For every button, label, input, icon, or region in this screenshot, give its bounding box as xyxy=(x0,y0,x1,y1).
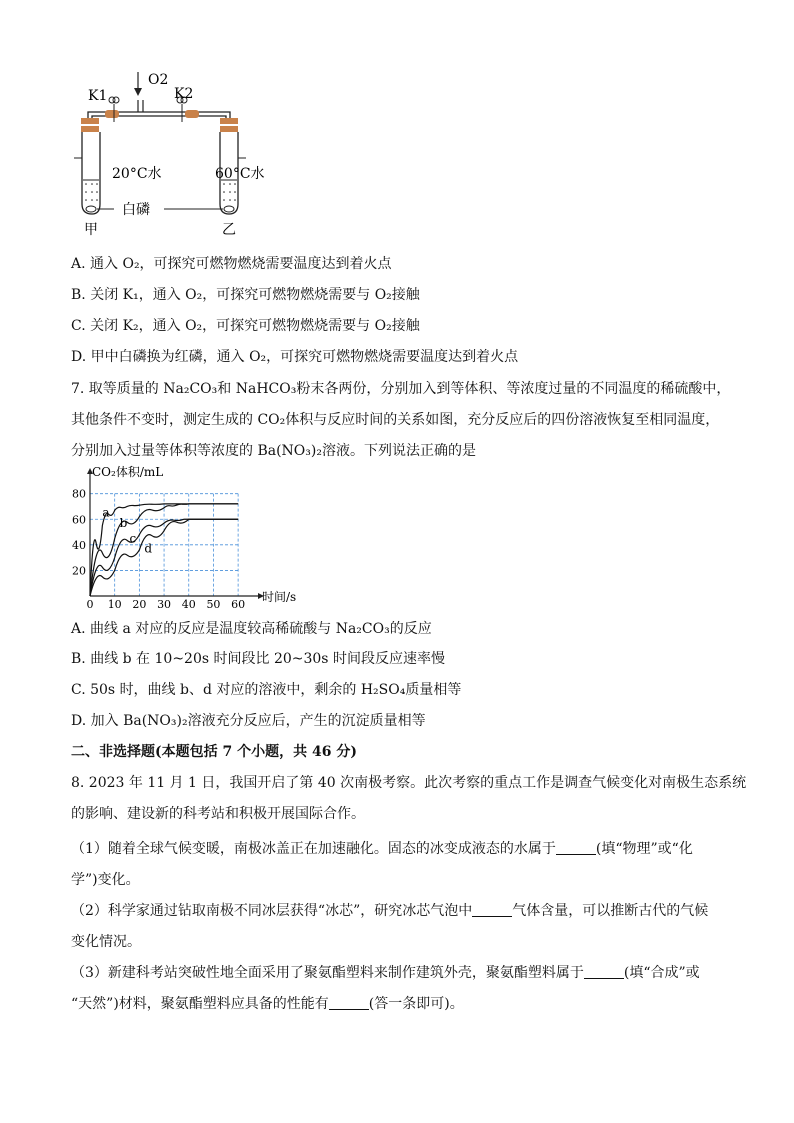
q6-option-a: A. 通入 O₂，可探究可燃物燃烧需要温度达到着火点 xyxy=(71,256,392,272)
q8-2-text-c: 变化情况。 xyxy=(71,934,141,950)
x-tick-label: 0 xyxy=(86,598,94,611)
series-label-b: b xyxy=(119,515,128,530)
q7-stem-line-3: 分别加入过量等体积等浓度的 Ba(NO₃)₂溶液。下列说法正确的是 xyxy=(71,443,476,459)
q8-intro-line-1: 8. 2023 年 11 月 1 日，我国开启了第 40 次南极考察。此次考察的重点工作是调查气候变化对南极生态系统 xyxy=(71,775,747,791)
k2-label: K2 xyxy=(174,86,194,102)
right-tube-label: 乙 xyxy=(222,222,236,238)
q8-1-text-c: 学”)变化。 xyxy=(71,872,140,888)
q8-part-3-line-1 xyxy=(71,963,700,983)
section-2-heading: 二、非选择题(本题包括 7 个小题，共 46 分) xyxy=(71,744,357,760)
chart-axes xyxy=(87,468,264,599)
x-tick-label: 60 xyxy=(231,598,246,611)
series-label-a: a xyxy=(102,505,110,520)
q8-3-text-a: （3）新建科考站突破性地全面采用了聚氨酯塑料来制作建筑外壳，聚氨酯塑料属于 xyxy=(71,965,584,981)
series-label-d: d xyxy=(144,541,152,556)
co2-volume-chart xyxy=(68,464,308,612)
q8-3-text-d: (答一条即可)。 xyxy=(368,996,464,1012)
q8-2-text-b: 气体含量，可以推断古代的气候 xyxy=(512,903,709,919)
q6-option-b: B. 关闭 K₁，通入 O₂，可探究可燃物燃烧需要与 O₂接触 xyxy=(71,287,420,303)
q8-intro-line-2: 的影响、建设新的科考站和积极开展国际合作。 xyxy=(71,806,365,822)
chart-y-axis-label: CO₂体积/mL xyxy=(92,465,164,479)
chart-x-axis-label: 时间/s xyxy=(262,590,297,604)
answer-blank[interactable] xyxy=(584,964,624,979)
q7-stem-line-2: 其他条件不变时，测定生成的 CO₂体积与反应时间的关系如图，充分反应后的四份溶液恢复至相同温度， xyxy=(71,412,720,428)
x-tick-label: 10 xyxy=(107,598,122,611)
answer-blank[interactable] xyxy=(329,995,369,1010)
q6-option-c: C. 关闭 K₂，通入 O₂，可探究可燃物燃烧需要与 O₂接触 xyxy=(71,318,420,334)
q8-part-3-line-2 xyxy=(71,994,464,1014)
x-tick-label: 40 xyxy=(181,598,196,611)
q7-stem-line-1: 7. 取等质量的 Na₂CO₃和 NaHCO₃粉末各两份，分别加入到等体积、等浓度过量的不同温度的稀硫酸中， xyxy=(71,381,731,397)
x-tick-label: 20 xyxy=(132,598,147,611)
left-tube-label: 甲 xyxy=(84,222,98,238)
x-tick-label: 50 xyxy=(206,598,221,611)
y-tick-label: 60 xyxy=(72,513,86,527)
q8-3-text-b: (填“合成”或 xyxy=(623,965,700,981)
y-tick-label: 20 xyxy=(72,564,86,578)
q8-3-text-c: “天然”)材料，聚氨酯塑料应具备的性能有 xyxy=(71,996,329,1012)
q8-1-text-b: (填“物理”或“化 xyxy=(595,841,693,857)
q7-option-b: B. 曲线 b 在 10~20s 时间段比 20~30s 时间段反应速率慢 xyxy=(71,651,445,667)
right-water-label: 60°C水 xyxy=(215,166,265,182)
series-label-c: c xyxy=(129,531,137,546)
answer-blank[interactable] xyxy=(556,840,596,855)
y-tick-label: 80 xyxy=(72,487,86,501)
q8-part-2-line-1 xyxy=(71,901,708,921)
q8-part-1-line-1 xyxy=(71,839,693,859)
q8-2-text-a: （2）科学家通过钻取南极不同冰层获得“冰芯”，研究冰芯气泡中 xyxy=(71,903,473,919)
phosphorus-label: 白磷 xyxy=(122,202,150,218)
q7-option-c: C. 50s 时，曲线 b、d 对应的溶液中，剩余的 H₂SO₄质量相等 xyxy=(71,682,462,698)
y-tick-label: 40 xyxy=(72,538,86,552)
q8-1-text-a: （1）随着全球气候变暖，南极冰盖正在加速融化。固态的冰变成液态的水属于 xyxy=(71,841,556,857)
combustion-apparatus-diagram xyxy=(68,66,298,244)
o2-label: O2 xyxy=(148,72,169,88)
q7-option-a: A. 曲线 a 对应的反应是温度较高稀硫酸与 Na₂CO₃的反应 xyxy=(71,621,432,637)
chart-grid xyxy=(90,494,238,596)
x-tick-label: 30 xyxy=(157,598,172,611)
q6-option-d: D. 甲中白磷换为红磷，通入 O₂，可探究可燃物燃烧需要温度达到着火点 xyxy=(71,349,519,365)
q7-option-d: D. 加入 Ba(NO₃)₂溶液充分反应后，产生的沉淀质量相等 xyxy=(71,713,426,729)
answer-blank[interactable] xyxy=(472,902,512,917)
k1-label: K1 xyxy=(88,88,108,104)
left-water-label: 20°C水 xyxy=(112,166,162,182)
